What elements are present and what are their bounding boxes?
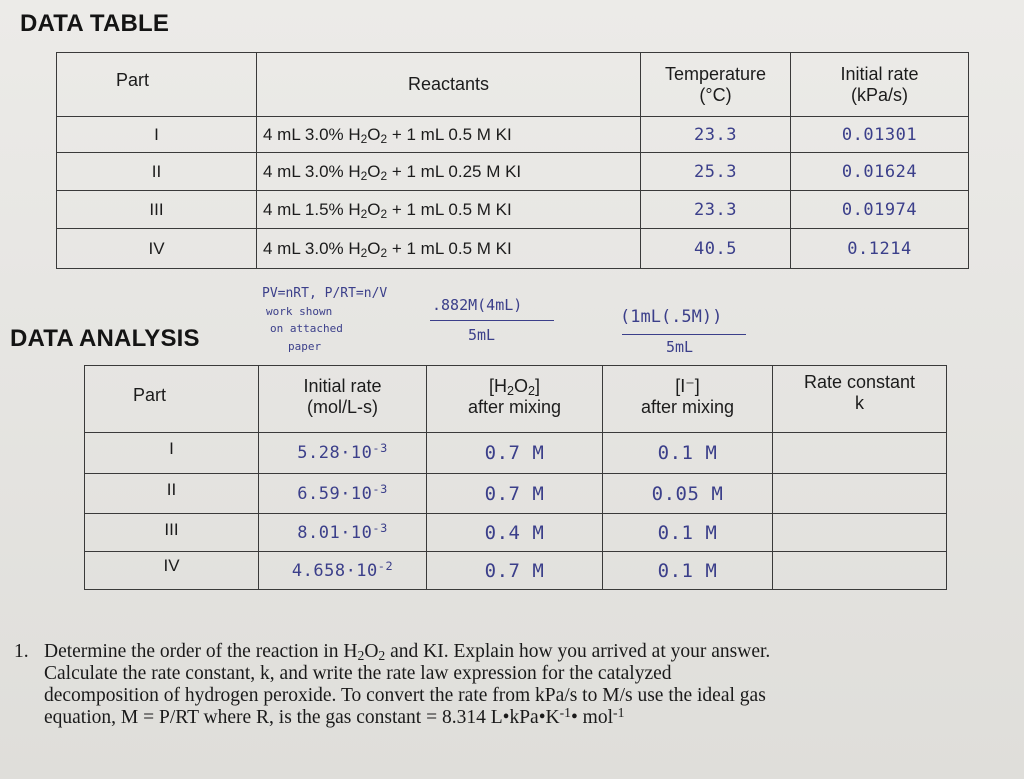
analysis-row-h2o2: 0.7 M xyxy=(427,433,603,474)
analysis-row-rate: $6.59\cdot 10^{-3}$ xyxy=(259,474,427,514)
analysis-row-rate: $8.01\cdot 10^{-3}$ xyxy=(259,514,427,552)
header-initial-rate xyxy=(791,53,969,117)
analysis-row-h2o2: 0.7 M xyxy=(427,552,603,590)
analysis-row xyxy=(85,433,947,474)
row-temperature: 23.3 xyxy=(641,191,791,229)
header-part-label: Part xyxy=(115,70,149,90)
data-table xyxy=(56,52,969,269)
analysis-row xyxy=(85,474,947,514)
analysis-header-h2o2-line2: after mixing xyxy=(467,397,562,417)
note-fraction2-numerator: (1mL(.5M)) xyxy=(620,307,723,327)
data-table-row xyxy=(57,153,969,191)
analysis-row-part: I xyxy=(85,433,259,474)
analysis-header-part-label: Part xyxy=(132,384,166,405)
question-number: 1. xyxy=(14,641,29,662)
analysis-row-rate: $5.28\cdot 10^{-3}$ xyxy=(259,433,427,474)
analysis-row-rate: $4.658\cdot 10^{-2}$ xyxy=(259,552,427,590)
row-part: II xyxy=(57,153,257,191)
analysis-row-iodide: 0.1 M xyxy=(603,552,773,590)
header-temperature-line1: Temperature xyxy=(664,63,767,84)
analysis-header-k-line2: k xyxy=(855,393,864,413)
question-text xyxy=(44,641,1012,729)
row-initial-rate: 0.1214 xyxy=(791,229,969,269)
analysis-row-rate-constant[interactable] xyxy=(773,552,947,590)
data-table-row xyxy=(57,117,969,153)
row-part: IV xyxy=(57,229,257,269)
question-line-1: Determine the order of the reaction in $H_2O_2$ and KI. Explain how you arrived at your answer. xyxy=(44,641,771,663)
data-table-header-row xyxy=(57,53,969,117)
row-part: III xyxy=(57,191,257,229)
row-reactants: 4 mL 3.0% $H_2O_2 + 1$ mL 0.25 M KI xyxy=(257,153,641,191)
question-line-3: decomposition of hydrogen peroxide. To convert the rate from kPa/s to M/s use the ideal gas xyxy=(44,685,766,706)
analysis-header-h2o2 xyxy=(427,366,603,433)
note-paper: paper xyxy=(288,340,322,353)
header-part xyxy=(57,53,257,117)
row-part: I xyxy=(57,117,257,153)
analysis-header-k-line1: Rate constant xyxy=(803,372,916,392)
note-fraction1-denominator: 5mL xyxy=(468,326,496,344)
analysis-row-iodide: 0.1 M xyxy=(603,433,773,474)
analysis-header-iodide-line2: after mixing xyxy=(640,397,735,417)
row-initial-rate: 0.01974 xyxy=(791,191,969,229)
data-table-heading: DATA TABLE xyxy=(20,10,170,37)
analysis-header-row xyxy=(85,366,947,433)
analysis-header-h2o2-line1: $[H_2O_2]$ xyxy=(488,376,541,398)
analysis-row xyxy=(85,552,947,590)
header-temperature-line2: (°C) xyxy=(699,84,732,105)
analysis-row-part: IV xyxy=(85,552,259,590)
header-rate-line1: Initial rate xyxy=(840,63,919,84)
analysis-row-iodide: 0.05 M xyxy=(603,474,773,514)
row-initial-rate: 0.01301 xyxy=(791,117,969,153)
data-table-row xyxy=(57,229,969,269)
analysis-row-h2o2: 0.4 M xyxy=(427,514,603,552)
analysis-row-iodide: 0.1 M xyxy=(603,514,773,552)
note-work-shown: work shown xyxy=(266,305,333,318)
analysis-header-rate xyxy=(259,366,427,433)
data-analysis-heading: DATA ANALYSIS xyxy=(10,325,200,352)
note-attached: on attached xyxy=(270,322,343,335)
row-reactants: 4 mL 3.0% $H_2O_2 + 1$ mL 0.5 M KI xyxy=(257,229,641,269)
question-line-4: equation, M = P/RT where R, is the gas constant = 8.314 $L•kPa•K^{-1}•$ mol$^{-1}$ xyxy=(44,705,625,728)
analysis-row-rate-constant[interactable] xyxy=(773,514,947,552)
row-temperature: 25.3 xyxy=(641,153,791,191)
note-fraction2-bar xyxy=(622,334,746,335)
row-reactants: 4 mL 1.5% $H_2O_2 + 1$ mL 0.5 M KI xyxy=(257,191,641,229)
analysis-row-part: III xyxy=(85,514,259,552)
data-analysis-table xyxy=(84,365,947,590)
row-reactants: 4 mL 3.0% $H_2O_2 + 1$ mL 0.5 M KI xyxy=(257,117,641,153)
analysis-row-part: II xyxy=(85,474,259,514)
data-table-row xyxy=(57,191,969,229)
row-temperature: 40.5 xyxy=(641,229,791,269)
note-fraction2-denominator: 5mL xyxy=(666,338,694,356)
analysis-header-iodide xyxy=(603,366,773,433)
analysis-header-part xyxy=(85,366,259,433)
analysis-header-rate-line2: (mol/L-s) xyxy=(307,397,378,417)
analysis-row-h2o2: 0.7 M xyxy=(427,474,603,514)
header-rate-line2: (kPa/s) xyxy=(850,84,908,105)
note-fraction1-numerator: .882M(4mL) xyxy=(432,296,523,314)
question-line-2: Calculate the rate constant, k, and write the rate law expression for the catalyzed xyxy=(44,663,672,684)
analysis-header-iodide-line1: [I⁻] xyxy=(675,376,700,396)
analysis-header-rate-constant xyxy=(773,366,947,433)
analysis-row-rate-constant[interactable] xyxy=(773,433,947,474)
header-temperature xyxy=(641,53,791,117)
analysis-row xyxy=(85,514,947,552)
analysis-header-rate-line1: Initial rate xyxy=(303,376,382,396)
note-ideal-gas: PV=nRT, P/RT=n/V xyxy=(262,286,388,301)
row-temperature: 23.3 xyxy=(641,117,791,153)
header-reactants xyxy=(257,53,641,117)
analysis-row-rate-constant[interactable] xyxy=(773,474,947,514)
header-reactants-label: Reactants xyxy=(407,74,490,94)
row-initial-rate: 0.01624 xyxy=(791,153,969,191)
note-fraction1-bar xyxy=(430,320,554,321)
